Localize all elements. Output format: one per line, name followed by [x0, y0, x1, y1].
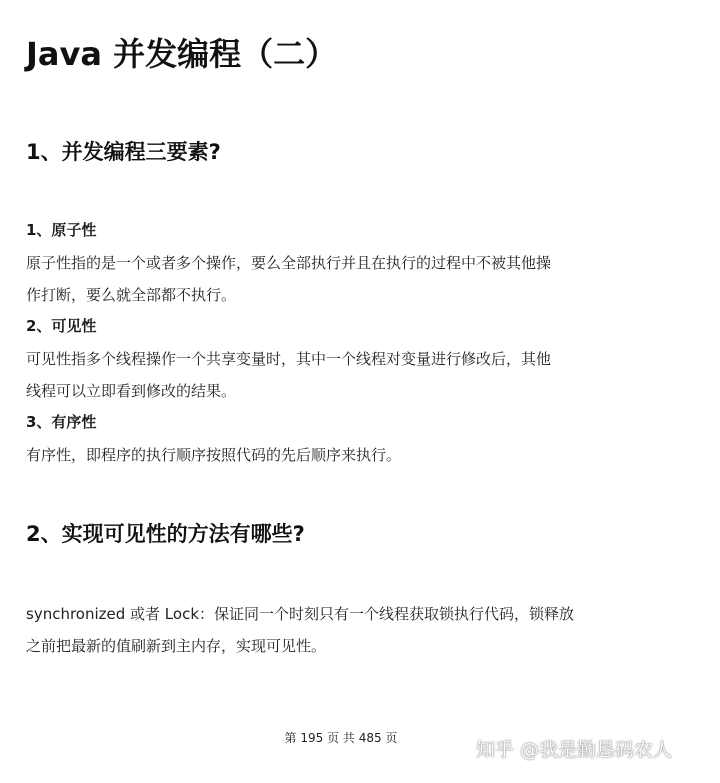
paragraph-line: 作打断，要么就全部都不执行。 [26, 286, 237, 304]
document-title: Java 并发编程（二） [26, 35, 338, 73]
paragraph-line: 线程可以立即看到修改的结果。 [26, 382, 237, 400]
subheading-ordering: 3、有序性 [26, 413, 97, 431]
paragraph-line: 有序性，即程序的执行顺序按照代码的先后顺序来执行。 [26, 446, 402, 464]
paragraph-line: 之前把最新的值刷新到主内存，实现可见性。 [26, 637, 327, 655]
page-number-footer: 第 195 页 共 485 页 [284, 731, 398, 745]
paragraph-line: synchronized 或者 Lock：保证同一个时刻只有一个线程获取锁执行代码，锁释放 [26, 605, 575, 623]
subheading-atomicity: 1、原子性 [26, 221, 97, 239]
paragraph-line: 可见性指多个线程操作一个共享变量时，其中一个线程对变量进行修改后，其他 [26, 350, 552, 368]
paragraph-ordering [26, 439, 401, 471]
subheading-visibility: 2、可见性 [26, 317, 97, 335]
zhihu-watermark: 知乎 @我是勤恳码农人 [476, 739, 673, 761]
section-title-three-elements: 1、并发编程三要素? [26, 140, 221, 164]
paragraph-atomicity [26, 247, 551, 311]
paragraph-visibility-methods [26, 598, 574, 662]
paragraph-line: 原子性指的是一个或者多个操作，要么全部执行并且在执行的过程中不被其他操 [26, 254, 552, 272]
paragraph-visibility [26, 343, 551, 407]
section-title-visibility-methods: 2、实现可见性的方法有哪些? [26, 522, 305, 546]
